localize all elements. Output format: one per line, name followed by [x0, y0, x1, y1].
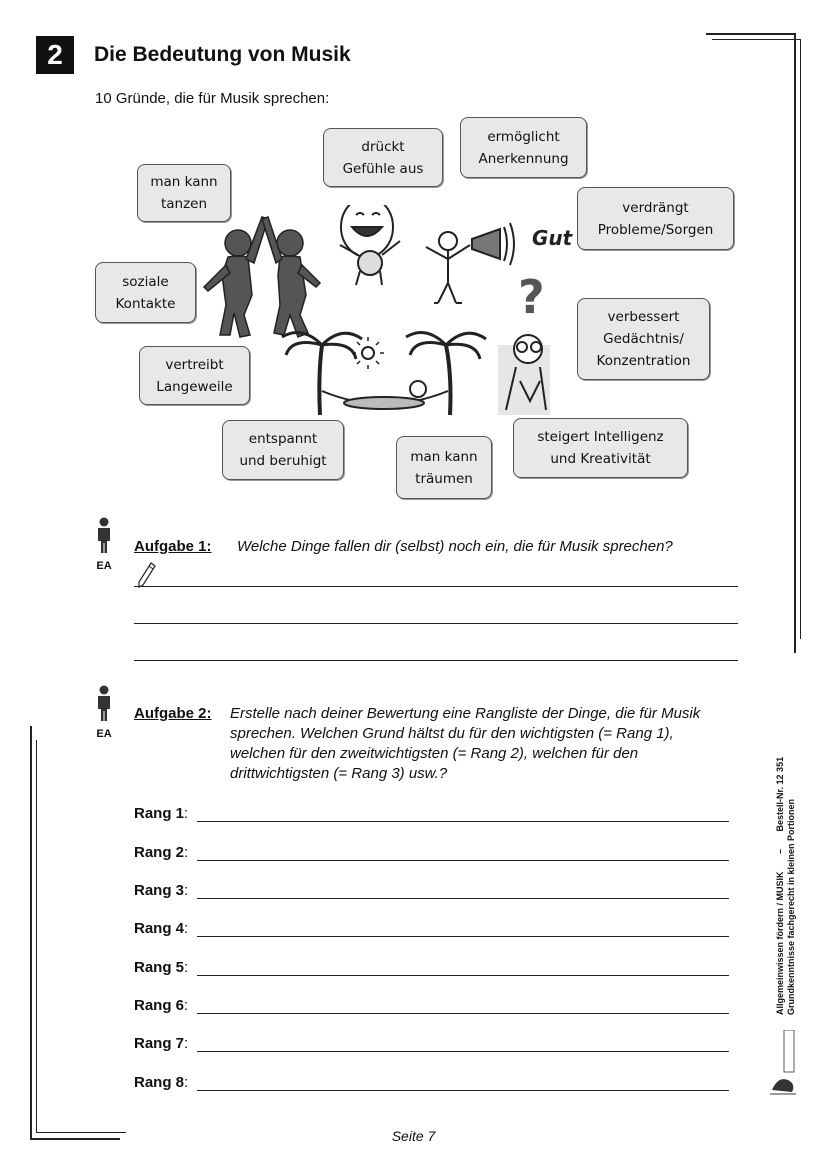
bubble-line: und beruhigt [239, 453, 327, 469]
side-line-1: Allgemeinwissen fördern / MUSIK [775, 871, 785, 1015]
rank-row-7: Rang 7: [134, 1035, 189, 1052]
person-icon [94, 685, 114, 723]
bubble-line: tanzen [160, 196, 208, 212]
bubble-line: man kann [410, 448, 478, 465]
rank-label: Rang 3 [134, 882, 185, 899]
task2-text [230, 704, 700, 784]
task2-text-line: drittwichtigsten (= Rang 3) usw.? [230, 765, 448, 782]
rank-input-line-8[interactable] [197, 1090, 729, 1091]
task1-text: Welche Dinge fallen dir (selbst) noch ein, die für Musik sprechen? [237, 538, 673, 555]
bubble-langeweile [139, 346, 250, 405]
frame-left [30, 726, 32, 1138]
rank-row-5: Rang 5: [134, 959, 189, 976]
task2-label: Aufgabe 2: [134, 705, 212, 722]
bubble-line: Probleme/Sorgen [597, 221, 714, 238]
rank-input-line-1[interactable] [197, 821, 729, 822]
publisher-logo-icon [768, 1030, 798, 1096]
side-line-2: Grundkenntnisse fachgerecht in kleinen Portionen [786, 798, 796, 1015]
bubble-line: soziale [122, 273, 169, 290]
bubble-line: Gedächtnis/ [603, 331, 684, 347]
bubble-line: Langeweile [156, 378, 233, 395]
frame-right [794, 33, 796, 653]
rank-input-line-2[interactable] [197, 860, 729, 861]
frame-left-2 [36, 740, 37, 1132]
rank-row-8: Rang 8: [134, 1074, 189, 1091]
frame-top-right-2 [712, 39, 800, 40]
bubble-probleme [577, 187, 734, 250]
bubble-line: verdrängt [622, 199, 689, 216]
music-illustration [190, 205, 590, 420]
megaphone-person-icon [426, 223, 514, 303]
order-number: Bestell-Nr. 12 351 [775, 756, 785, 832]
answer-line-2[interactable] [134, 623, 738, 624]
task2-label-text: Aufgabe 2 [134, 705, 207, 722]
bubble-line: ermöglicht [487, 128, 560, 145]
side-publication-info: Allgemeinwissen fördern / MUSIK–Bestell-Nr. 12 351 Grundkenntnisse fachgerecht in kleinen Portionen [775, 675, 797, 1015]
bubble-intelligenz [513, 418, 688, 478]
rank-input-line-5[interactable] [197, 975, 729, 976]
task1-label: Aufgabe 1: [134, 538, 212, 555]
chapter-number: 2 [36, 36, 74, 74]
bubble-line: drückt [361, 138, 405, 155]
question-mark: ? [518, 270, 545, 324]
ea-label: EA [96, 728, 112, 740]
bubble-line: entspannt [248, 431, 318, 447]
page-title: Die Bedeutung von Musik [94, 43, 351, 66]
bubble-anerkennung [460, 117, 587, 178]
task2-text-line: welchen für den zweitwichtigsten (= Rang 2), welchen für den [230, 745, 639, 762]
page-number: Seite 7 [391, 1128, 436, 1144]
dancing-couple-icon [204, 217, 320, 337]
rank-row-2: Rang 2: [134, 844, 189, 861]
rank-label: Rang 8 [134, 1074, 185, 1091]
rank-label: Rang 2 [134, 844, 185, 861]
bubble-line: vertreibt [165, 356, 224, 373]
thinking-person-icon [498, 335, 550, 415]
bubble-line: und Kreativität [550, 451, 651, 467]
pencil-icon [137, 561, 157, 589]
bubble-tanzen [137, 164, 231, 222]
rank-input-line-4[interactable] [197, 936, 729, 937]
ea-person-icon-1 [92, 517, 116, 572]
bubble-entspannt [222, 420, 344, 480]
task2-text-line: sprechen. Welchen Grund hältst du für den wichtigsten (= Rang 1), [230, 725, 674, 742]
rank-row-1: Rang 1: [134, 805, 189, 822]
rank-label: Rang 7 [134, 1035, 185, 1052]
rank-input-line-6[interactable] [197, 1013, 729, 1014]
bubble-line: träumen [415, 470, 473, 487]
bubble-line: Gefühle aus [342, 160, 424, 177]
bubble-line: verbessert [607, 309, 680, 325]
rank-row-6: Rang 6: [134, 997, 189, 1014]
bubble-traeumen [396, 436, 492, 499]
smiley-icon [340, 205, 400, 285]
rank-row-3: Rang 3: [134, 882, 189, 899]
bubble-gefuehle [323, 128, 443, 187]
bubble-line: man kann [150, 174, 218, 190]
frame-top-right [706, 33, 794, 35]
frame-right-2 [800, 39, 801, 639]
ea-label: EA [96, 560, 112, 572]
bubble-line: Anerkennung [478, 150, 569, 167]
answer-line-1[interactable] [134, 586, 738, 587]
rank-label: Rang 4 [134, 920, 185, 937]
bubble-gedaechtnis [577, 298, 710, 380]
bubble-kontakte [95, 262, 196, 323]
gut-text: Gut [532, 226, 573, 250]
answer-line-3[interactable] [134, 660, 738, 661]
person-icon [94, 517, 114, 555]
rank-input-line-3[interactable] [197, 898, 729, 899]
rank-label: Rang 1 [134, 805, 185, 822]
rank-label: Rang 5 [134, 959, 185, 976]
rank-input-line-7[interactable] [197, 1051, 729, 1052]
ea-person-icon-2 [92, 685, 116, 740]
bubble-line: steigert Intelligenz [537, 429, 664, 445]
task2-text-line: Erstelle nach deiner Bewertung eine Rangliste der Dinge, die für Musik [230, 705, 701, 722]
rank-row-4: Rang 4: [134, 920, 189, 937]
hammock-palms-icon [282, 333, 486, 416]
intro-text: 10 Gründe, die für Musik sprechen: [95, 90, 330, 107]
task1-label-text: Aufgabe 1 [134, 538, 207, 555]
bubble-line: Kontakte [115, 295, 176, 312]
rank-label: Rang 6 [134, 997, 185, 1014]
bubble-line: Konzentration [596, 353, 691, 369]
